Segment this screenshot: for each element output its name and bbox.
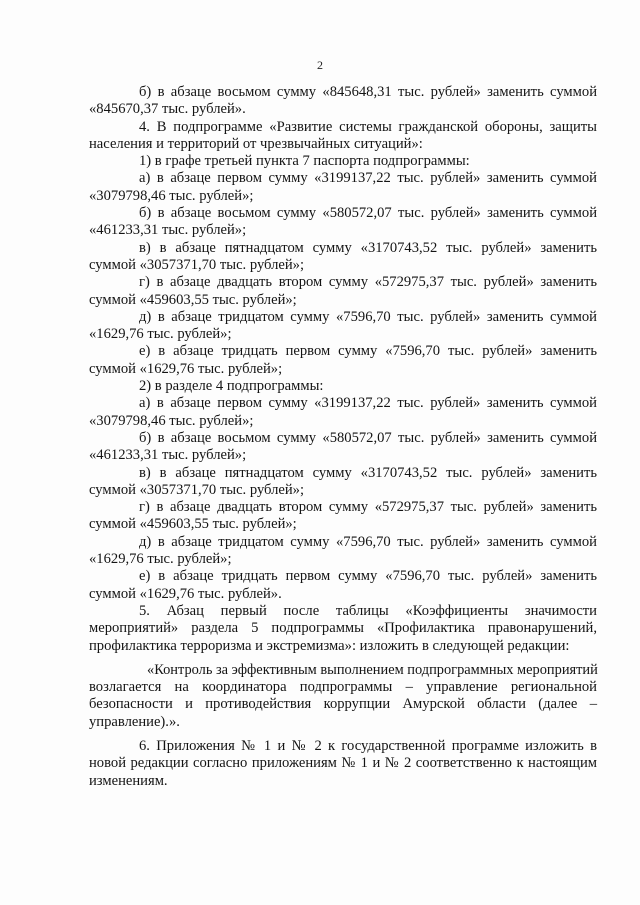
paragraph [89,738,597,790]
text-line: «3079798,46 тыс. рублей»; [89,412,254,429]
text-line: изменениям. [89,772,168,789]
text-line: д) в абзаце тридцатом сумму «7596,70 тыс. рублей» заменить суммой [139,308,597,325]
paragraph [89,568,597,603]
text-line: «461233,31 тыс. рублей»; [89,447,247,464]
paragraph-gap [89,731,597,738]
text-line: 4. В подпрограмме «Развитие системы гражданской обороны, защиты [139,118,597,135]
text-line: в) в абзаце пятнадцатом сумму «3170743,52 тыс. рублей» заменить [139,464,597,481]
text-line: профилактика терроризма и экстремизма»: изложить в следующей редакции: [89,637,570,654]
paragraph [89,430,597,465]
text-line: а) в абзаце первом сумму «3199137,22 тыс. рублей» заменить суммой [139,395,597,412]
text-line: б) в абзаце восьмом сумму «580572,07 тыс. рублей» заменить суммой [139,205,597,222]
text-line: б) в абзаце восьмом сумму «580572,07 тыс. рублей» заменить суммой [139,429,597,446]
text-line: населения и территорий от чрезвычайных ситуаций»: [89,135,423,152]
paragraph [89,499,597,534]
paragraph [89,395,597,430]
text-line: е) в абзаце тридцать первом сумму «7596,70 тыс. рублей» заменить [139,568,597,585]
text-line: «3079798,46 тыс. рублей»; [89,187,254,204]
text-line: е) в абзаце тридцать первом сумму «7596,70 тыс. рублей» заменить [139,343,597,360]
text-line: суммой «459603,55 тыс. рублей»; [89,516,297,533]
text-line: новой редакции согласно приложениям № 1 и № 2 соответственно к настоящим [89,755,597,772]
page-number: 2 [317,58,323,72]
paragraph-gap [89,655,597,662]
text-line: а) в абзаце первом сумму «3199137,22 тыс. рублей» заменить суммой [139,170,597,187]
text-line: суммой «3057371,70 тыс. рублей»; [89,256,305,273]
paragraph [89,84,597,119]
paragraph [89,274,597,309]
text-line: д) в абзаце тридцатом сумму «7596,70 тыс. рублей» заменить суммой [139,533,597,550]
paragraph [89,119,597,154]
paragraph [89,603,597,655]
text-line: 6. Приложения № 1 и № 2 к государственной программе изложить в [139,737,597,754]
paragraph [89,378,597,395]
text-line: г) в абзаце двадцать втором сумму «572975,37 тыс. рублей» заменить [139,499,597,516]
text-line: 5. Абзац первый после таблицы «Коэффициенты значимости [139,602,597,619]
paragraph [89,170,597,205]
text-line: суммой «459603,55 тыс. рублей»; [89,291,297,308]
text-line: в) в абзаце пятнадцатом сумму «3170743,52 тыс. рублей» заменить [139,239,597,256]
text-line: суммой «3057371,70 тыс. рублей»; [89,481,305,498]
text-line: «845670,37 тыс. рублей». [89,101,246,118]
text-line: б) в абзаце восьмом сумму «845648,31 тыс. рублей» заменить суммой [139,84,597,100]
text-line: «461233,31 тыс. рублей»; [89,222,247,239]
paragraph [89,240,597,275]
paragraph [89,309,597,344]
text-line: мероприятий» раздела 5 подпрограммы «Профилактика правонарушений, [89,620,597,637]
paragraph [89,534,597,569]
paragraph [89,343,597,378]
text-line: суммой «1629,76 тыс. рублей». [89,585,282,602]
paragraph [89,465,597,500]
text-line: возлагается на координатора подпрограммы – управление региональной [89,679,597,696]
text-line: 2) в разделе 4 подпрограммы: [139,378,324,395]
text-line: управление).». [89,713,180,730]
paragraph [89,153,597,170]
text-line: безопасности и противодействия коррупции Амурской области (далее – [89,696,597,713]
text-line: «1629,76 тыс. рублей»; [89,326,232,343]
text-line: «Контроль за эффективным выполнением подпрограммных мероприятий [147,661,598,678]
quoted-paragraph [89,662,597,731]
text-line: 1) в графе третьей пункта 7 паспорта подпрограммы: [139,153,470,170]
text-line: г) в абзаце двадцать втором сумму «572975,37 тыс. рублей» заменить [139,274,597,291]
document-body [89,84,597,790]
text-line: суммой «1629,76 тыс. рублей»; [89,360,283,377]
text-line: «1629,76 тыс. рублей»; [89,551,232,568]
paragraph [89,205,597,240]
